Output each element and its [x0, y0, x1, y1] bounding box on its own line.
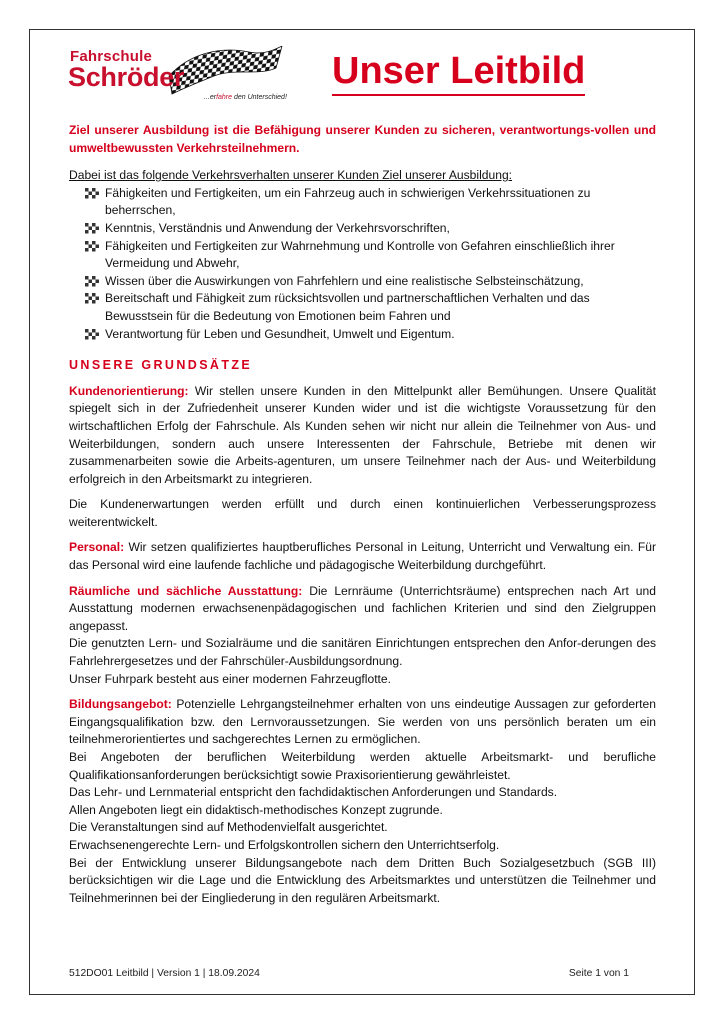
- logo-line-1: Fahrschule: [70, 48, 153, 65]
- tagline-red: fahre: [216, 94, 233, 101]
- paragraph-line: Das Lehr- und Lernmaterial entspricht den fachdidaktischen Anforderungen und Standards.: [69, 785, 558, 800]
- keyword-label: Bildungsangebot:: [69, 697, 172, 712]
- logo-line-2: Schröder: [68, 62, 185, 92]
- paragraph-text: Die Lernräume (Unterrichtsräume) entsprechen nach Art und Ausstattung modernen erwachsenenpädagogischen und fachlichen Kriterien und sind den Zielgruppen angepasst.: [69, 583, 656, 633]
- goal-text: Fähigkeiten und Fertigkeiten, um ein Fahrzeug auch in schwierigen Verkehrssituationen zu beherrschen,: [105, 185, 591, 218]
- goal-text: Fähigkeiten und Fertigkeiten zur Wahrnehmung und Kontrolle von Gefahren einschließlich ihrer Vermeidung und Abwehr,: [105, 238, 615, 271]
- footer-document-id: 512DO01 Leitbild | Version 1 | 18.09.2024: [69, 968, 260, 979]
- list-item: [105, 290, 656, 325]
- tagline-pre: ...er: [204, 94, 217, 101]
- paragraph-line: Bei Angeboten der beruflichen Weiterbildung werden aktuelle Arbeitsmarkt- und berufliche Qualifikationsanforderungen berücksichtigt sowie Praxisorientierung gewährleistet.: [69, 750, 656, 782]
- company-logo: [64, 44, 289, 106]
- paragraph-fuhrpark: Unser Fuhrpark besteht aus einer modernen Fahrzeugflotte.: [69, 671, 392, 686]
- list-item: [105, 238, 656, 273]
- logo-tagline: [204, 94, 287, 101]
- section-heading: UNSERE GRUNDSÄTZE: [69, 358, 253, 373]
- page-footer: [69, 968, 629, 979]
- goal-text: Verantwortung für Leben und Gesundheit, Umwelt und Eigentum.: [105, 326, 455, 341]
- tagline-post: den Unterschied!: [232, 94, 287, 101]
- paragraph-kundenorientierung: [69, 383, 656, 489]
- goal-text: Wissen über die Auswirkungen von Fahrfehlern und eine realistische Selbsteinschätzung,: [105, 273, 584, 288]
- paragraph-ausstattung: [69, 583, 656, 636]
- page-header: [64, 42, 664, 110]
- paragraph-text: Wir setzen qualifiziertes hauptberufliches Personal in Leitung, Unterricht und Verwaltung ein. Für das Personal wird eine laufende fachliche und pädagogische Weiterbildung durchgeführt.: [69, 540, 656, 573]
- page-title: Unser Leitbild: [332, 50, 585, 96]
- goals-lead: Dabei ist das folgende Verkehrsverhalten unserer Kunden Ziel unserer Ausbildung:: [69, 168, 513, 183]
- list-item: [105, 185, 656, 220]
- checkered-flag-icon: [85, 276, 99, 287]
- document-body: [69, 122, 656, 907]
- paragraph-sozialraeume: Die genutzten Lern- und Sozialräume und die sanitären Einrichtungen entsprechen den Anfor-derungen des Fahrlehrergesetzes und der Fahrschüler-Ausbildungsordnung.: [69, 636, 656, 669]
- footer-page-number: Seite 1 von 1: [568, 968, 629, 979]
- goal-text: Kenntnis, Verständnis und Anwendung der Verkehrsvorschriften,: [105, 220, 450, 235]
- keyword-label: Personal:: [69, 540, 125, 555]
- paragraph-line: Die Veranstaltungen sind auf Methodenvielfalt ausgerichtet.: [69, 820, 388, 835]
- paragraph-personal: [69, 539, 656, 574]
- checkered-flag-icon: [85, 223, 99, 234]
- checkered-flag-icon: [85, 329, 99, 340]
- paragraph-line: Allen Angeboten liegt ein didaktisch-methodisches Konzept zugrunde.: [69, 802, 443, 817]
- list-item: [105, 220, 656, 238]
- paragraph-text: Potenzielle Lehrgangsteilnehmer erhalten von uns eindeutige Aussagen zur geforderten Eingangsqualifikation bzw. den Lernvoraussetzungen. Sie werden von uns persönlich beraten um ein teilnehmerorientiertes und sachgerechtes Lernen zu ermöglichen.: [69, 697, 656, 747]
- checkered-flag-icon: [85, 293, 99, 304]
- paragraph-line: Erwachsenengerechte Lern- und Erfolgskontrollen sichern den Unterrichtserfolg.: [69, 837, 500, 852]
- keyword-label: Kundenorientierung:: [69, 383, 189, 398]
- keyword-label: Räumliche und sächliche Ausstattung:: [69, 583, 303, 598]
- paragraph-text: Wir stellen unsere Kunden in den Mittelpunkt aller Bemühungen. Unsere Qualität spiegelt sich in der Zufriedenheit unserer Kunden wider und ist die wichtigste Voraussetzung für den wirtschaftlichen Erfolg der Fahrschule. Als Kunden sehen wir nicht nur allein die Teilnehmer von Aus- und Weiterbildungen, sondern auch unsere Interessenten der Fahrschule, Betriebe mit denen wir zusammenarbeiten sowie die Arbeits-agenturen, um unsere Teilnehmer nach der Aus- und Weiterbildung erfolgreich in den Arbeitsmarkt zu integrieren.: [69, 383, 656, 486]
- checkered-flag-icon: [85, 188, 99, 199]
- goal-text: Bereitschaft und Fähigkeit zum rücksichtsvollen und partnerschaftlichen Verhalten und das Bewusstsein für die Bedeutung von Emotionen beim Fahren und: [105, 291, 590, 323]
- list-item: [105, 273, 656, 291]
- checkered-flag-icon: [85, 241, 99, 252]
- paragraph-bildungsangebot: [69, 696, 656, 749]
- goals-list: [69, 185, 656, 343]
- intro-statement: Ziel unserer Ausbildung ist die Befähigung unserer Kunden zu sicheren, verantwortungs-vollen und umweltbewussten Verkehrsteilnehmern.: [69, 123, 656, 155]
- paragraph-kundenerwartungen: Die Kundenerwartungen werden erfüllt und durch einen kontinuierlichen Verbesserungsprozess weiterentwickelt.: [69, 497, 656, 529]
- list-item: [105, 326, 656, 344]
- paragraph-line: Bei der Entwicklung unserer Bildungsangebote nach dem Dritten Buch Sozialgesetzbuch (SGB III) berücksichtigen wir die Lage und die Entwicklung des Arbeitsmarktes und unterstützen die Teilnehmer und Teilnehmerinnen bei der Eingliederung in den regulären Arbeitsmarkt.: [69, 855, 656, 905]
